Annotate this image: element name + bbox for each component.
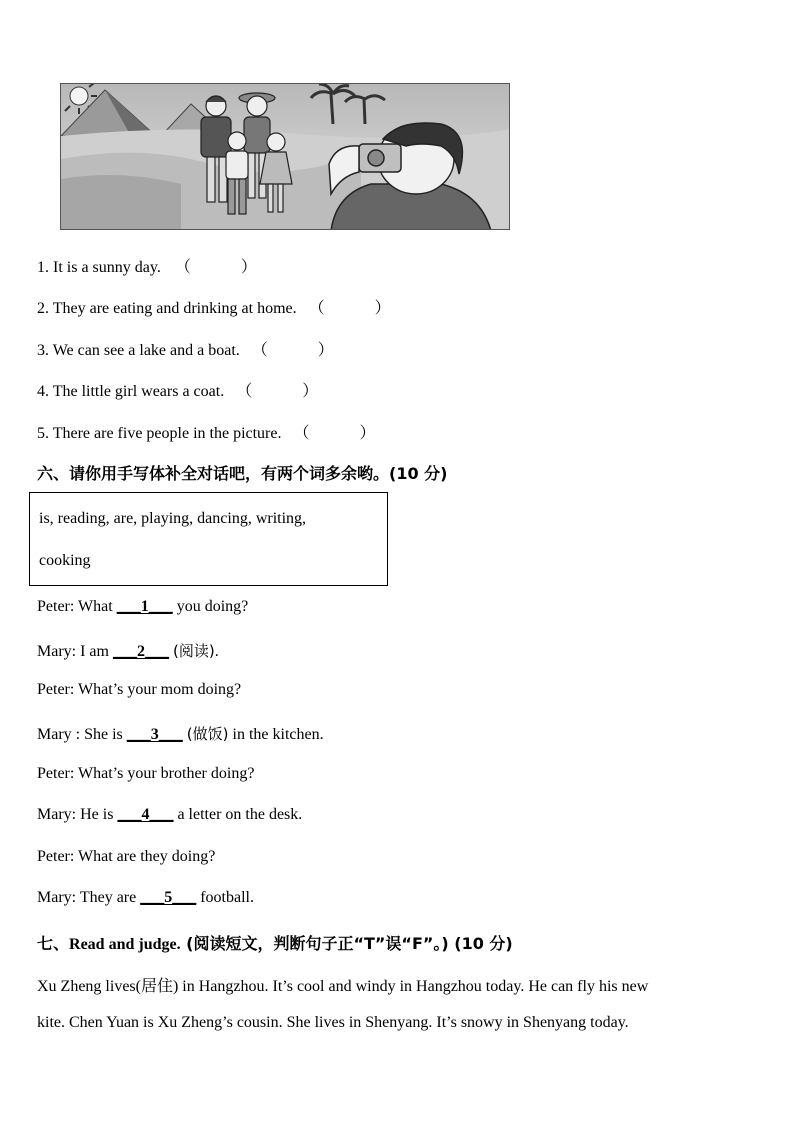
family-photo-illustration: [60, 83, 510, 230]
dialogue-blank-5[interactable]: ___5___: [140, 889, 197, 906]
dialogue-speaker-text: Mary: He is: [37, 806, 118, 823]
dialogue-line-6: [37, 806, 302, 824]
dialogue-speaker-text: Mary: I am: [37, 643, 113, 660]
question-3-text: 3. We can see a lake and a boat.: [37, 342, 240, 359]
section-6-heading: 六、请你用手写体补全对话吧，有两个词多余哟。(10 分): [37, 464, 448, 483]
answer-paren-close: ）: [302, 383, 319, 400]
dialogue-line-1: [37, 598, 248, 616]
dialogue-chinese-hint: (阅读): [172, 642, 215, 660]
word-bank-line-1: is, reading, are, playing, dancing, writing,: [39, 510, 307, 527]
section-7-number: 七、: [37, 934, 70, 953]
dialogue-blank-2[interactable]: ___2___: [112, 643, 169, 660]
answer-paren-open: （: [308, 300, 325, 317]
question-1: [37, 254, 257, 277]
answer-paren-close: ）: [374, 300, 391, 317]
dialogue-speaker-text: Peter: What’s your brother doing?: [37, 765, 255, 782]
question-2-text: 2. They are eating and drinking at home.: [37, 300, 297, 317]
dialogue-blank-1[interactable]: ___1___: [116, 598, 173, 615]
answer-paren-open: （: [293, 425, 310, 442]
dialogue-speaker-text: Peter: What are they doing?: [37, 848, 216, 865]
word-bank-box: [29, 492, 388, 586]
dialogue-line-2: [37, 640, 219, 661]
answer-paren-open: （: [251, 342, 268, 359]
answer-paren-close: ）: [317, 342, 334, 359]
dialogue-line-5: [37, 765, 254, 783]
dialogue-line-8: [37, 889, 254, 907]
dialogue-line-4: [37, 723, 324, 744]
dialogue-speaker-text: Mary : She is: [37, 726, 127, 743]
dialogue-speaker-text: Peter: What’s your mom doing?: [37, 681, 242, 698]
dialogue-tail-text: football.: [196, 889, 254, 906]
dialogue-chinese-hint: (做饭): [186, 725, 229, 743]
passage-line-2: kite. Chen Yuan is Xu Zheng’s cousin. She lives in Shenyang. It’s snowy in Shenyang today.: [37, 1014, 629, 1031]
answer-paren-close: ）: [240, 259, 257, 276]
question-5-text: 5. There are five people in the picture.: [37, 425, 282, 442]
dialogue-tail-text: a letter on the desk.: [173, 806, 303, 823]
dialogue-speaker-text: Mary: They are: [37, 889, 141, 906]
dialogue-tail-text: in the kitchen.: [228, 726, 324, 743]
question-5: [37, 420, 376, 443]
dialogue-tail-text: .: [214, 643, 219, 660]
dialogue-blank-4[interactable]: ___4___: [117, 806, 174, 823]
dialogue-tail-text: you doing?: [172, 598, 249, 615]
dialogue-line-3: [37, 681, 241, 699]
section-7-heading: [37, 931, 513, 954]
passage-line-1: Xu Zheng lives(居住) in Hangzhou. It’s cool and windy in Hangzhou today. He can fly his new: [37, 978, 649, 995]
question-2: [37, 295, 391, 318]
dialogue-line-7: [37, 848, 215, 866]
answer-paren-close: ）: [359, 425, 376, 442]
question-4: [37, 378, 318, 401]
question-4-text: 4. The little girl wears a coat.: [37, 383, 225, 400]
dialogue-speaker-text: Peter: What: [37, 598, 117, 615]
dialogue-blank-3[interactable]: ___3___: [126, 726, 183, 743]
answer-paren-open: （: [174, 259, 191, 276]
question-1-text: 1. It is a sunny day.: [37, 259, 161, 276]
answer-paren-open: （: [236, 383, 253, 400]
question-3: [37, 337, 334, 360]
section-7-instructions: (阅读短文，判断句子正“T”误“F”。) (10 分): [180, 934, 513, 953]
word-bank-line-2: cooking: [39, 552, 91, 569]
section-7-title: Read and judge.: [69, 936, 181, 953]
